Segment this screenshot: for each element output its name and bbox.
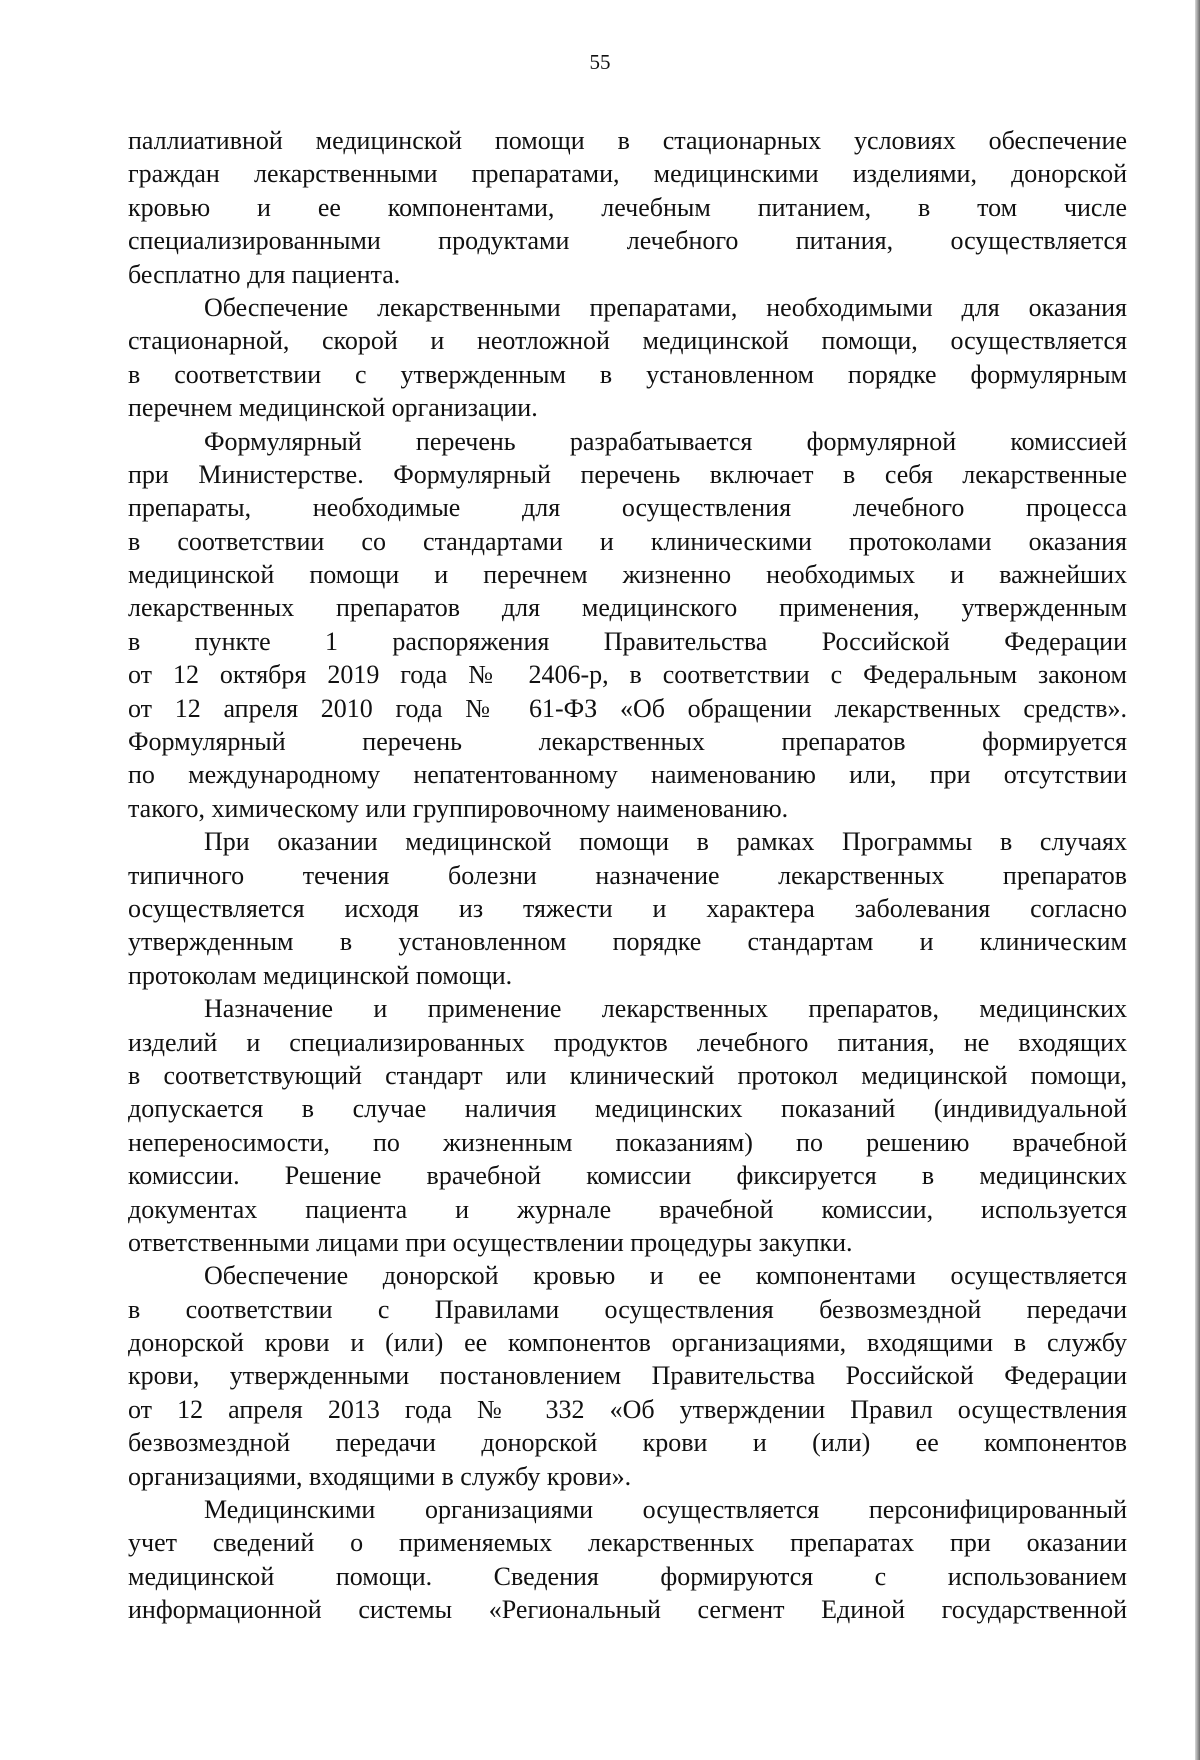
text-line: Формулярный перечень лекарственных препаратов формируется bbox=[128, 727, 1127, 757]
text-line: непереносимости, по жизненным показаниям) по решению врачебной bbox=[128, 1127, 1127, 1157]
text-line: в соответствии с Правилами осуществления безвозмездной передачи bbox=[128, 1294, 1127, 1324]
text-line: крови, утвержденными постановлением Правительства Российской Федерации bbox=[128, 1361, 1127, 1391]
text-line: граждан лекарственными препаратами, медицинскими изделиями, донорской bbox=[128, 159, 1127, 189]
paragraph-first-line: При оказании медицинской помощи в рамках Программы в случаях bbox=[204, 827, 1127, 857]
text-line: в соответствующий стандарт или клинический протокол медицинской помощи, bbox=[128, 1060, 1127, 1090]
text-line: препараты, необходимые для осуществления лечебного процесса bbox=[128, 493, 1127, 523]
text-line: паллиативной медицинской помощи в стационарных условиях обеспечение bbox=[128, 126, 1127, 155]
text-line: лекарственных препаратов для медицинского применения, утвержденным bbox=[128, 593, 1127, 623]
text-line: учет сведений о применяемых лекарственных препаратах при оказании bbox=[128, 1528, 1127, 1558]
text-line: перечнем медицинской организации. bbox=[128, 393, 538, 423]
text-line: в пункте 1 распоряжения Правительства Российской Федерации bbox=[128, 626, 1127, 656]
text-line: организациями, входящими в службу крови». bbox=[128, 1461, 632, 1491]
text-line: в соответствии со стандартами и клиническими протоколами оказания bbox=[128, 526, 1127, 556]
text-line: допускается в случае наличия медицинских показаний (индивидуальной bbox=[128, 1094, 1127, 1124]
document-body bbox=[128, 124, 1127, 1627]
text-line: кровью и ее компонентами, лечебным питанием, в том числе bbox=[128, 192, 1127, 222]
text-line: донорской крови и (или) ее компонентов организациями, входящими в службу bbox=[128, 1328, 1127, 1358]
text-line: стационарной, скорой и неотложной медицинской помощи, осуществляется bbox=[128, 326, 1127, 356]
paragraph-first-line: Назначение и применение лекарственных препаратов, медицинских bbox=[204, 994, 1127, 1024]
text-line: бесплатно для пациента. bbox=[128, 259, 401, 289]
text-line: медицинской помощи и перечнем жизненно необходимых и важнейших bbox=[128, 560, 1127, 590]
text-line: протоколам медицинской помощи. bbox=[128, 960, 513, 990]
text-line: медицинской помощи. Сведения формируются с использованием bbox=[128, 1561, 1127, 1591]
paragraph-first-line: Формулярный перечень разрабатывается формулярной комиссией bbox=[204, 426, 1127, 456]
text-line: утвержденным в установленном порядке стандартам и клиническим bbox=[128, 927, 1127, 957]
paragraph-first-line: Медицинскими организациями осуществляется персонифицированный bbox=[204, 1495, 1127, 1525]
text-line: в соответствии с утвержденным в установленном порядке формулярным bbox=[128, 359, 1127, 389]
text-line: от 12 октября 2019 года № 2406-р, в соответствии с Федеральным законом bbox=[128, 660, 1127, 690]
text-line: безвозмездной передачи донорской крови и (или) ее компонентов bbox=[128, 1428, 1127, 1458]
text-line: информационной системы «Региональный сегмент Единой государственной bbox=[128, 1595, 1127, 1625]
text-line: от 12 апреля 2010 года № 61-ФЗ «Об обращении лекарственных средств». bbox=[128, 693, 1127, 723]
text-line: специализированными продуктами лечебного питания, осуществляется bbox=[128, 226, 1127, 256]
text-line: осуществляется исходя из тяжести и характера заболевания согласно bbox=[128, 893, 1127, 923]
text-line: такого, химическому или группировочному наименованию. bbox=[128, 793, 789, 823]
text-line: документах пациента и журнале врачебной комиссии, используется bbox=[128, 1194, 1127, 1224]
paragraph-first-line: Обеспечение лекарственными препаратами, необходимыми для оказания bbox=[204, 292, 1127, 322]
text-line: от 12 апреля 2013 года № 332 «Об утверждении Правил осуществления bbox=[128, 1394, 1127, 1424]
text-line: типичного течения болезни назначение лекарственных препаратов bbox=[128, 860, 1127, 890]
scan-edge-shadow bbox=[1195, 0, 1200, 1760]
text-line: при Министерстве. Формулярный перечень включает в себя лекарственные bbox=[128, 459, 1127, 489]
page-number: 55 bbox=[589, 50, 611, 74]
text-line: ответственными лицами при осуществлении процедуры закупки. bbox=[128, 1227, 853, 1257]
text-line: по международному непатентованному наименованию или, при отсутствии bbox=[128, 760, 1127, 790]
text-line: изделий и специализированных продуктов лечебного питания, не входящих bbox=[128, 1027, 1127, 1057]
paragraph-first-line: Обеспечение донорской кровью и ее компонентами осуществляется bbox=[204, 1261, 1127, 1291]
text-line: комиссии. Решение врачебной комиссии фиксируется в медицинских bbox=[128, 1161, 1127, 1191]
